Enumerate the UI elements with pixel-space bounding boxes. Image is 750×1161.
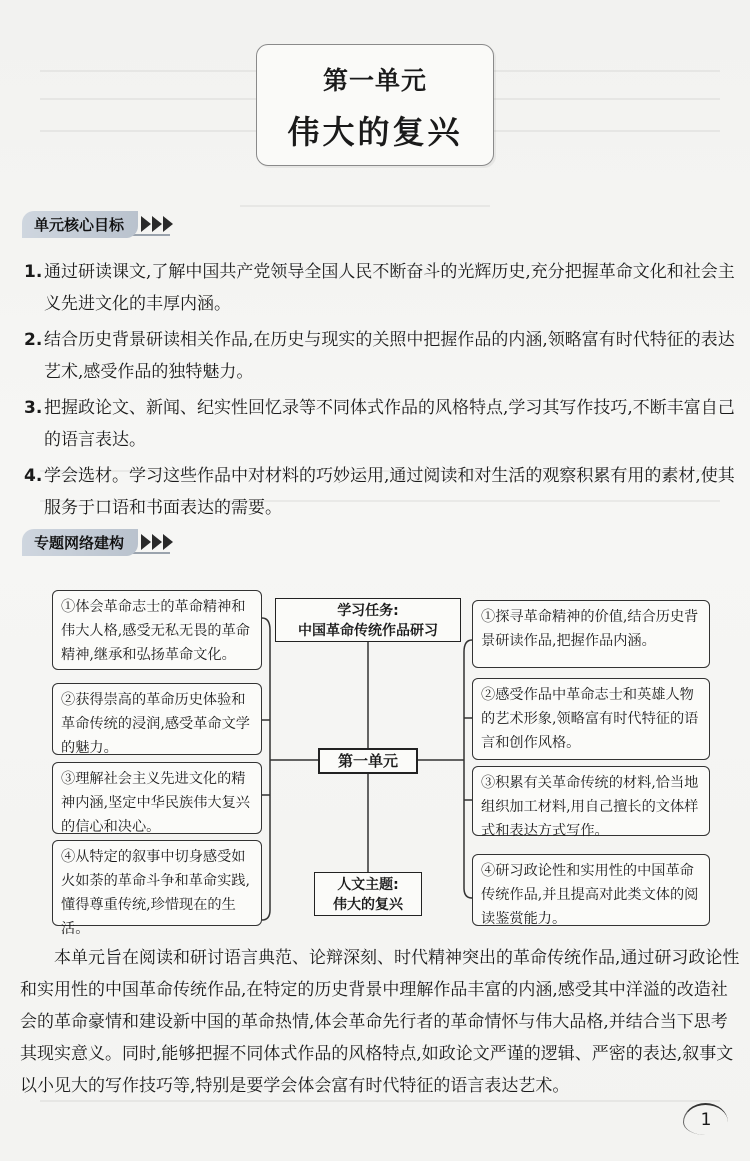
left-goal-box-2: ②获得崇高的革命历史体验和革命传统的浸润,感受革命文学的魅力。 [52, 683, 262, 755]
left-goal-box-4: ④从特定的叙事中切身感受如火如荼的革命斗争和革命实践,懂得尊重传统,珍惜现在的生活。 [52, 840, 262, 926]
goal-item: 2. 结合历史背景研读相关作品,在历史与现实的关照中把握作品的内涵,领略富有时代特征的表达艺术,感受作品的独特魅力。 [24, 330, 735, 382]
section-label: 专题网络建构 [22, 529, 138, 556]
page-number: 1 [683, 1103, 728, 1135]
right-task-box-1: ①探寻革命精神的价值,结合历史背景研读作品,把握作品内涵。 [472, 600, 710, 668]
right-task-box-3: ③积累有关革命传统的材料,恰当地组织加工材料,用自己擅长的文体样式和表达方式写作。 [472, 766, 710, 836]
right-task-box-2: ②感受作品中革命志士和英雄人物的艺术形象,领略富有时代特征的语言和创作风格。 [472, 678, 710, 760]
goal-item: 4. 学会选材。学习这些作品中对材料的巧妙运用,通过阅读和对生活的观察积累有用的素材,使其服务于口语和书面表达的需要。 [24, 466, 735, 518]
right-task-box-4: ④研习政论性和实用性的中国革命传统作品,并且提高对此类文体的阅读鉴赏能力。 [472, 854, 710, 926]
center-unit-box: 第一单元 [318, 748, 418, 774]
unit-number: 第一单元 [322, 66, 427, 95]
goal-item: 1. 通过研读课文,了解中国共产党领导全国人民不断奋斗的光辉历史,充分把握革命文化和社会主义先进文化的丰厚内涵。 [24, 262, 735, 314]
left-goal-box-1: ①体会革命志士的革命精神和伟大人格,感受无私无畏的革命精神,继承和弘扬革命文化。 [52, 590, 262, 670]
left-goal-box-3: ③理解社会主义先进文化的精神内涵,坚定中华民族伟大复兴的信心和决心。 [52, 762, 262, 834]
learning-task-box: 学习任务: 中国革命传统作品研习 [275, 598, 461, 642]
goal-item: 3. 把握政论文、新闻、纪实性回忆录等不同体式作品的风格特点,学习其写作技巧,不断丰富自己的语言表达。 [24, 398, 735, 450]
section-label: 单元核心目标 [22, 211, 138, 238]
humanities-theme-box: 人文主题: 伟大的复兴 [314, 872, 422, 916]
unit-summary-paragraph: 本单元旨在阅读和研讨语言典范、论辩深刻、时代精神突出的革命传统作品,通过研习政论性和实用性的中国革命传统作品,在特定的历史背景中理解作品丰富的内涵,感受其中洋溢的改造社会的革命豪情和建设新中国的革命热情,体会革命先行者的革命情怀与伟大品格,并结合当下思考其现实意义。同时,能够把握不同体式作品的风格特点,如政论文严谨的逻辑、严密的表达,叙事文以小见大的写作技巧等,特别是要学会体会富有时代特征的语言表达艺术。 [20, 948, 740, 1096]
unit-theme: 伟大的复兴 [287, 113, 463, 151]
